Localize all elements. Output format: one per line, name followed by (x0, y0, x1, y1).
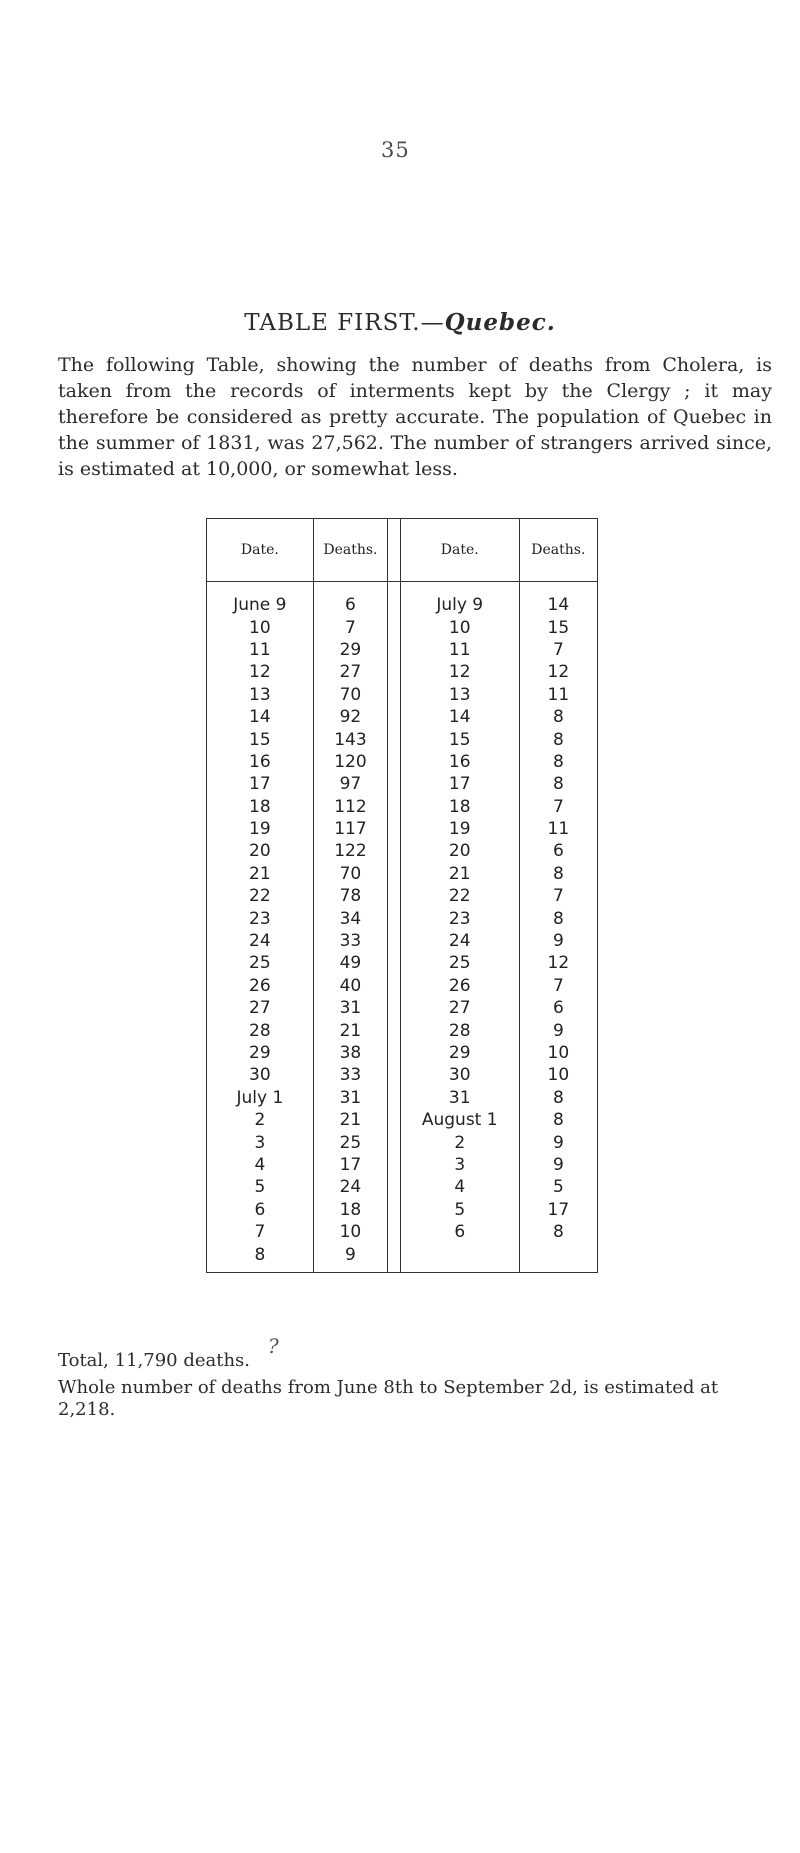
cell-deaths-2: 14 (519, 582, 597, 617)
cell-gap (388, 1243, 401, 1272)
cell-deaths-1: 31 (313, 997, 387, 1019)
cell-deaths-1: 24 (313, 1176, 387, 1198)
cell-gap (388, 728, 401, 750)
table-header-row (207, 519, 598, 582)
cell-date-june-july: 20 (207, 840, 314, 862)
table-row (207, 661, 598, 683)
cell-deaths-1: 21 (313, 1019, 387, 1041)
cell-date-july-aug: 24 (400, 930, 519, 952)
cell-gap (388, 975, 401, 997)
cell-deaths-2: 11 (519, 818, 597, 840)
table-row (207, 975, 598, 997)
cell-date-june-july: 10 (207, 616, 314, 638)
table-row (207, 1042, 598, 1064)
cell-date-july-aug: 13 (400, 684, 519, 706)
cell-gap (388, 997, 401, 1019)
cell-date-june-july: 2 (207, 1109, 314, 1131)
cell-gap (388, 1019, 401, 1041)
cell-deaths-2: 7 (519, 639, 597, 661)
cell-date-july-aug: 16 (400, 751, 519, 773)
cell-gap (388, 1154, 401, 1176)
cell-deaths-2: 8 (519, 863, 597, 885)
cell-deaths-1: 92 (313, 706, 387, 728)
cell-gap (388, 818, 401, 840)
cell-deaths-1: 40 (313, 975, 387, 997)
cell-date-july-aug: 25 (400, 952, 519, 974)
cell-gap (388, 582, 401, 617)
cell-date-june-july: 22 (207, 885, 314, 907)
cell-date-june-july: 18 (207, 796, 314, 818)
cell-date-july-aug: 15 (400, 728, 519, 750)
table-row (207, 639, 598, 661)
cell-date-june-july: 5 (207, 1176, 314, 1198)
cell-gap (388, 1221, 401, 1243)
cell-deaths-2: 12 (519, 661, 597, 683)
table-row (207, 997, 598, 1019)
cell-deaths-1: 25 (313, 1131, 387, 1153)
cell-date-july-aug: 29 (400, 1042, 519, 1064)
cell-deaths-1: 7 (313, 616, 387, 638)
table-row (207, 706, 598, 728)
cell-deaths-2: 8 (519, 706, 597, 728)
cell-date-june-july: 27 (207, 997, 314, 1019)
cell-deaths-2: 10 (519, 1064, 597, 1086)
cell-deaths-2: 5 (519, 1176, 597, 1198)
table-row (207, 582, 598, 617)
cell-gap (388, 1199, 401, 1221)
cell-date-june-july: 25 (207, 952, 314, 974)
header-date-2: Date. (400, 519, 519, 582)
cell-date-june-july: June 9 (207, 582, 314, 617)
cell-deaths-1: 9 (313, 1243, 387, 1272)
cell-gap (388, 840, 401, 862)
cell-date-june-july: 24 (207, 930, 314, 952)
cell-gap (388, 907, 401, 929)
cell-deaths-1: 18 (313, 1199, 387, 1221)
table-row (207, 796, 598, 818)
cell-deaths-2: 8 (519, 1087, 597, 1109)
cell-deaths-1: 70 (313, 863, 387, 885)
cell-date-july-aug: 6 (400, 1221, 519, 1243)
cell-deaths-2: 8 (519, 1221, 597, 1243)
cell-date-june-july: 23 (207, 907, 314, 929)
cell-date-june-july: 29 (207, 1042, 314, 1064)
cell-deaths-1: 122 (313, 840, 387, 862)
cell-deaths-1: 21 (313, 1109, 387, 1131)
cell-date-june-july: 16 (207, 751, 314, 773)
cell-date-june-july: 8 (207, 1243, 314, 1272)
cell-date-july-aug: 12 (400, 661, 519, 683)
cell-deaths-2: 7 (519, 796, 597, 818)
cell-gap (388, 863, 401, 885)
cell-date-june-july: 19 (207, 818, 314, 840)
cell-gap (388, 885, 401, 907)
cell-deaths-1: 31 (313, 1087, 387, 1109)
cell-date-june-july: 26 (207, 975, 314, 997)
table-row (207, 818, 598, 840)
cell-gap (388, 1131, 401, 1153)
cell-deaths-2 (519, 1243, 597, 1272)
cell-date-june-july: 7 (207, 1221, 314, 1243)
cell-deaths-2: 8 (519, 751, 597, 773)
cell-deaths-1: 97 (313, 773, 387, 795)
cell-date-july-aug: 3 (400, 1154, 519, 1176)
cell-gap (388, 751, 401, 773)
page-title (0, 309, 800, 336)
cell-deaths-2: 8 (519, 728, 597, 750)
cell-deaths-2: 9 (519, 1154, 597, 1176)
cell-date-june-july: 14 (207, 706, 314, 728)
cell-date-july-aug: 31 (400, 1087, 519, 1109)
cell-gap (388, 773, 401, 795)
table-row (207, 1064, 598, 1086)
header-gap (388, 519, 401, 582)
cell-date-june-july: 21 (207, 863, 314, 885)
cell-deaths-2: 9 (519, 1131, 597, 1153)
table-row (207, 1176, 598, 1198)
deaths-table (206, 518, 598, 1273)
deaths-table-container (206, 518, 598, 1853)
cell-date-july-aug: 21 (400, 863, 519, 885)
table-row (207, 728, 598, 750)
table-row (207, 1109, 598, 1131)
table-row (207, 773, 598, 795)
cell-date-july-aug (400, 1243, 519, 1272)
cell-deaths-2: 15 (519, 616, 597, 638)
cell-date-june-july: 4 (207, 1154, 314, 1176)
page-number: 35 (381, 138, 410, 162)
cell-deaths-1: 78 (313, 885, 387, 907)
table-row (207, 1221, 598, 1243)
cell-deaths-1: 17 (313, 1154, 387, 1176)
cell-date-june-july: 30 (207, 1064, 314, 1086)
table-row (207, 751, 598, 773)
cell-deaths-1: 70 (313, 684, 387, 706)
cell-deaths-2: 8 (519, 1109, 597, 1131)
cell-gap (388, 639, 401, 661)
cell-deaths-1: 38 (313, 1042, 387, 1064)
cell-deaths-1: 143 (313, 728, 387, 750)
cell-deaths-2: 9 (519, 930, 597, 952)
cell-deaths-1: 112 (313, 796, 387, 818)
header-deaths-2: Deaths. (519, 519, 597, 582)
cell-gap (388, 796, 401, 818)
table-row (207, 930, 598, 952)
cell-deaths-1: 29 (313, 639, 387, 661)
cell-date-june-july: 6 (207, 1199, 314, 1221)
cell-deaths-1: 27 (313, 661, 387, 683)
cell-date-july-aug: 22 (400, 885, 519, 907)
cell-date-july-aug: 11 (400, 639, 519, 661)
cell-deaths-1: 33 (313, 1064, 387, 1086)
cell-gap (388, 1109, 401, 1131)
cell-deaths-2: 6 (519, 840, 597, 862)
cell-date-july-aug: 14 (400, 706, 519, 728)
cell-date-june-july: 17 (207, 773, 314, 795)
cell-deaths-2: 7 (519, 885, 597, 907)
cell-deaths-1: 33 (313, 930, 387, 952)
title-place: Quebec. (444, 309, 556, 336)
table-row (207, 840, 598, 862)
cell-date-july-aug: 27 (400, 997, 519, 1019)
table-row (207, 863, 598, 885)
cell-date-july-aug: 19 (400, 818, 519, 840)
table-body (207, 582, 598, 1273)
cell-date-july-aug: 17 (400, 773, 519, 795)
cell-deaths-1: 120 (313, 751, 387, 773)
cell-date-july-aug: 30 (400, 1064, 519, 1086)
cell-gap (388, 952, 401, 974)
total-deaths: Total, 11,790 deaths. (58, 1350, 251, 1371)
cell-deaths-2: 8 (519, 773, 597, 795)
table-row (207, 907, 598, 929)
cell-deaths-2: 10 (519, 1042, 597, 1064)
cell-date-july-aug: 20 (400, 840, 519, 862)
cell-date-june-july: 3 (207, 1131, 314, 1153)
cell-gap (388, 616, 401, 638)
cell-date-june-july: 28 (207, 1019, 314, 1041)
title-prefix: TABLE FIRST.— (244, 310, 445, 336)
table-row (207, 684, 598, 706)
cell-date-july-aug: 23 (400, 907, 519, 929)
cell-deaths-2: 8 (519, 907, 597, 929)
cell-gap (388, 1087, 401, 1109)
cell-gap (388, 661, 401, 683)
cell-gap (388, 684, 401, 706)
cell-date-july-aug: 26 (400, 975, 519, 997)
cell-gap (388, 1042, 401, 1064)
cell-gap (388, 930, 401, 952)
header-date-1: Date. (207, 519, 314, 582)
table-row (207, 952, 598, 974)
cell-deaths-1: 49 (313, 952, 387, 974)
cell-deaths-2: 7 (519, 975, 597, 997)
intro-paragraph: The following Table, showing the number of deaths from Cholera, is taken from the records of interments kept by the Clergy ; it may therefore be considered as pretty accurate. The population of Quebec in the summer of 1831, was 27,562. The number of strangers arrived since, is estimated at 10,000, or somewhat less. (58, 354, 772, 480)
cell-deaths-2: 6 (519, 997, 597, 1019)
cell-date-june-july: 12 (207, 661, 314, 683)
cell-deaths-1: 117 (313, 818, 387, 840)
cell-date-july-aug: 28 (400, 1019, 519, 1041)
cell-date-july-aug: July 9 (400, 582, 519, 617)
table-row (207, 885, 598, 907)
cell-deaths-2: 17 (519, 1199, 597, 1221)
table-row (207, 616, 598, 638)
cell-deaths-1: 10 (313, 1221, 387, 1243)
margin-note: ? (268, 1334, 279, 1358)
cell-gap (388, 706, 401, 728)
cell-deaths-2: 9 (519, 1019, 597, 1041)
header-deaths-1: Deaths. (313, 519, 387, 582)
cell-deaths-1: 34 (313, 907, 387, 929)
cell-date-july-aug: 5 (400, 1199, 519, 1221)
cell-date-june-july: 13 (207, 684, 314, 706)
cell-deaths-2: 11 (519, 684, 597, 706)
cell-date-july-aug: August 1 (400, 1109, 519, 1131)
cell-date-june-july: 11 (207, 639, 314, 661)
cell-deaths-2: 12 (519, 952, 597, 974)
cell-date-july-aug: 2 (400, 1131, 519, 1153)
table-row (207, 1131, 598, 1153)
cell-date-june-july: 15 (207, 728, 314, 750)
cell-gap (388, 1176, 401, 1198)
whole-number-note: Whole number of deaths from June 8th to September 2d, is estimated at 2,218. (58, 1377, 719, 1420)
cell-deaths-1: 6 (313, 582, 387, 617)
table-row (207, 1154, 598, 1176)
cell-date-june-july: July 1 (207, 1087, 314, 1109)
table-row (207, 1243, 598, 1272)
table-row (207, 1087, 598, 1109)
cell-date-july-aug: 10 (400, 616, 519, 638)
table-row (207, 1019, 598, 1041)
cell-gap (388, 1064, 401, 1086)
cell-date-july-aug: 4 (400, 1176, 519, 1198)
cell-date-july-aug: 18 (400, 796, 519, 818)
table-row (207, 1199, 598, 1221)
